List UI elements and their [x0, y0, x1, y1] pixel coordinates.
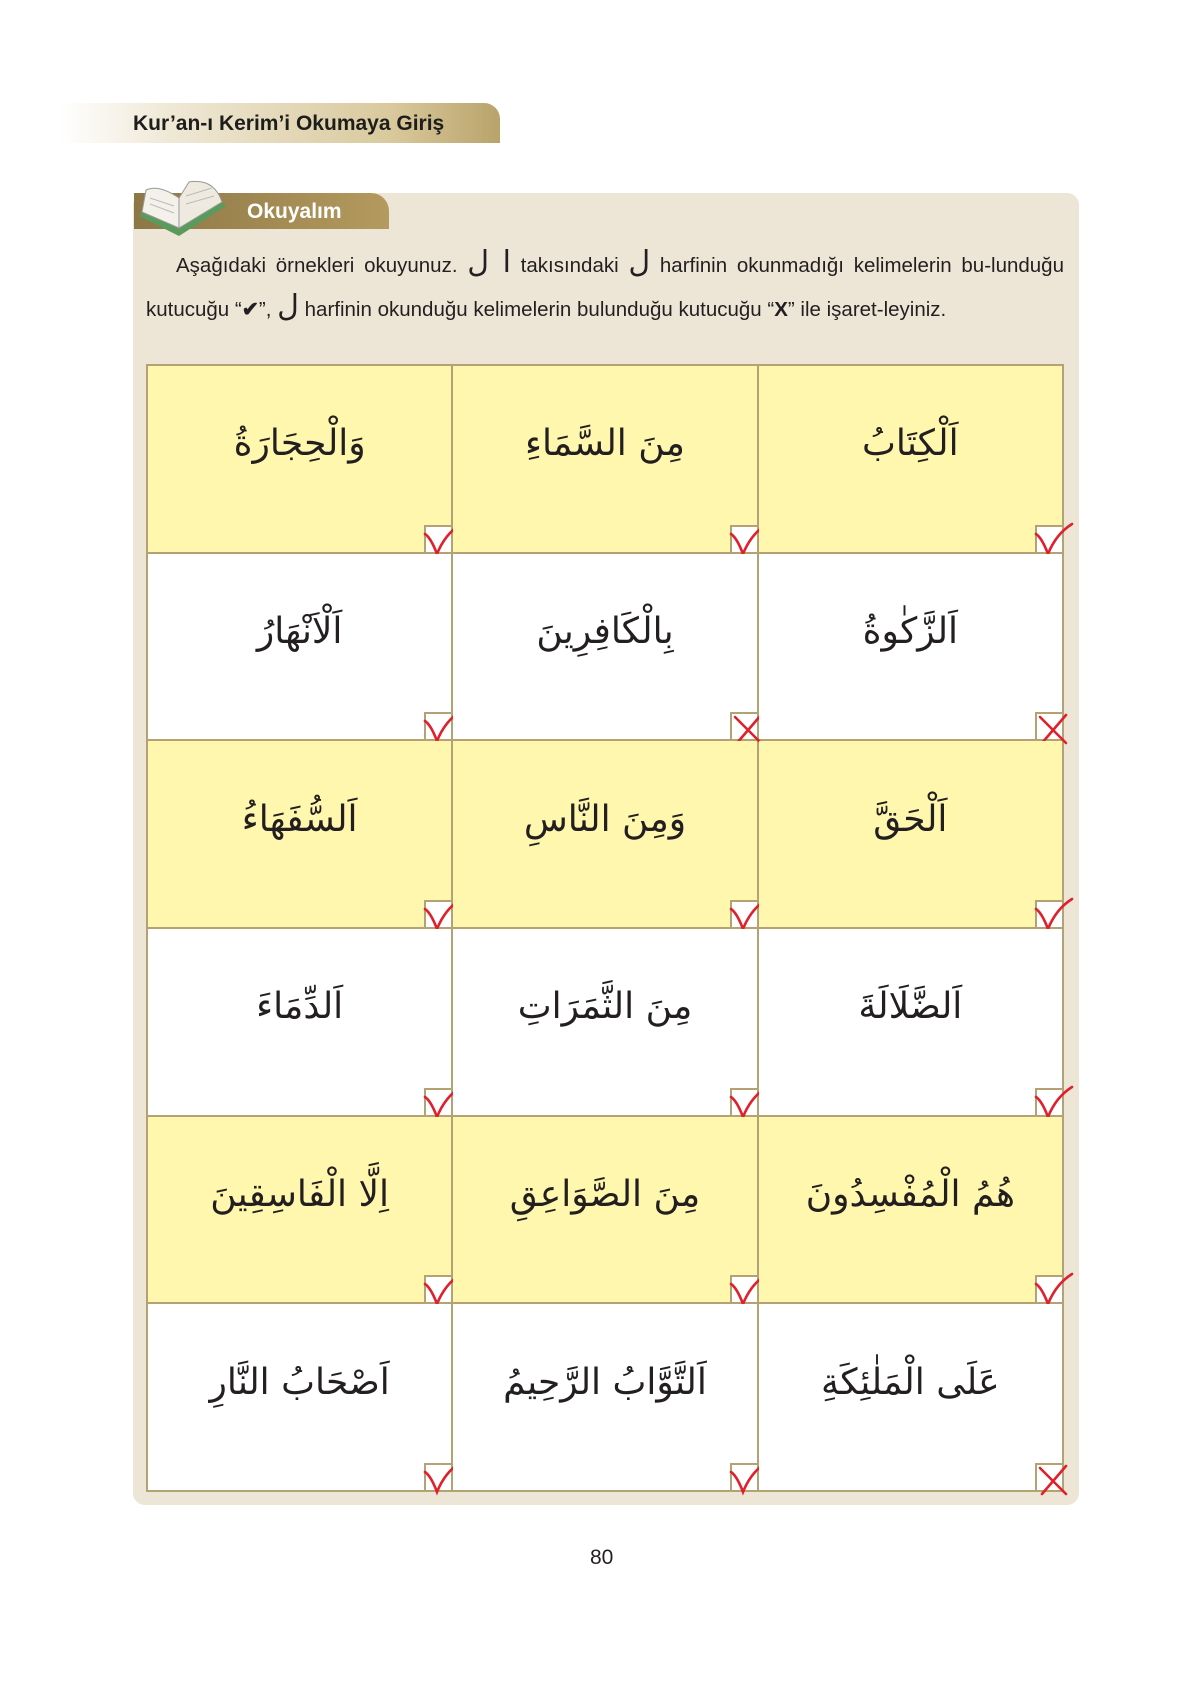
lam-letter: ل	[628, 245, 651, 280]
instructions: Aşağıdaki örnekleri okuyunuz. ا ل takısındaki ل harfinin okunmadığı kelimelerin bu-lunduğu kutucuğu “✔”, ل harfinin okunduğu kelimelerin bulunduğu kutucuğu “X” ile işaret-leyiniz.	[146, 245, 1064, 324]
word-cell	[147, 740, 452, 928]
chapter-header	[60, 103, 500, 143]
arabic-word: عَلَى الْمَلٰئِكَةِ	[821, 1361, 1000, 1403]
arabic-word: اَلزَّكٰوةُ	[862, 610, 959, 652]
arabic-word: بِالْكَافِرِينَ	[536, 610, 674, 652]
word-cell	[147, 1303, 452, 1491]
x-symbol: X	[774, 298, 788, 321]
arabic-word: وَالْحِجَارَةُ	[233, 423, 366, 465]
open-book-icon	[134, 176, 229, 238]
grid-row	[147, 1303, 1063, 1491]
arabic-word: اَلضَّلَالَةَ	[858, 986, 963, 1028]
arabic-word: اِلَّا الْفَاسِقِينَ	[210, 1173, 390, 1215]
word-cell	[452, 365, 757, 553]
arabic-word: اَلْكِتَابُ	[862, 423, 959, 465]
word-cell	[452, 553, 757, 741]
al-prefix: ا ل	[467, 245, 511, 280]
arabic-word: اَلسُّفَهَاءُ	[241, 798, 358, 840]
section-title: Okuyalım	[247, 200, 342, 223]
grid-row	[147, 365, 1063, 553]
arabic-word: مِنَ الصَّوَاعِقِ	[509, 1173, 701, 1215]
x-mark-icon	[1032, 1458, 1076, 1498]
grid-row	[147, 1116, 1063, 1304]
grid-row	[147, 928, 1063, 1116]
arabic-word: مِنَ الثَّمَرَاتِ	[517, 986, 693, 1028]
word-cell	[758, 553, 1063, 741]
arabic-word: اَلْاَنْهَارُ	[256, 610, 343, 652]
grid-row	[147, 740, 1063, 928]
arabic-word: مِنَ السَّمَاءِ	[525, 423, 685, 465]
word-cell	[147, 1116, 452, 1304]
check-symbol: ✔	[241, 298, 259, 321]
arabic-word: اَلدِّمَاءَ	[256, 986, 344, 1028]
grid-row	[147, 553, 1063, 741]
word-cell	[452, 928, 757, 1116]
chapter-title: Kur’an-ı Kerim’i Okumaya Giriş	[133, 112, 445, 135]
word-cell	[758, 1303, 1063, 1491]
lam-letter: ل	[277, 289, 299, 324]
arabic-word: وَمِنَ النَّاسِ	[523, 798, 687, 840]
arabic-word: هُمُ الْمُفْسِدُونَ	[805, 1173, 1015, 1215]
word-cell	[452, 1303, 757, 1491]
arabic-word: اَصْحَابُ النَّارِ	[209, 1361, 390, 1403]
word-cell	[147, 365, 452, 553]
word-cell	[147, 553, 452, 741]
word-cell	[147, 928, 452, 1116]
word-cell	[758, 1116, 1063, 1304]
word-cell	[758, 365, 1063, 553]
page-number: 80	[590, 1546, 614, 1569]
word-cell	[758, 740, 1063, 928]
word-cell	[452, 740, 757, 928]
arabic-word: اَلتَّوَّابُ الرَّحِيمُ	[503, 1361, 707, 1403]
word-cell	[758, 928, 1063, 1116]
word-cell	[452, 1116, 757, 1304]
arabic-word: اَلْحَقَّ	[873, 798, 948, 840]
word-grid	[146, 364, 1064, 1492]
